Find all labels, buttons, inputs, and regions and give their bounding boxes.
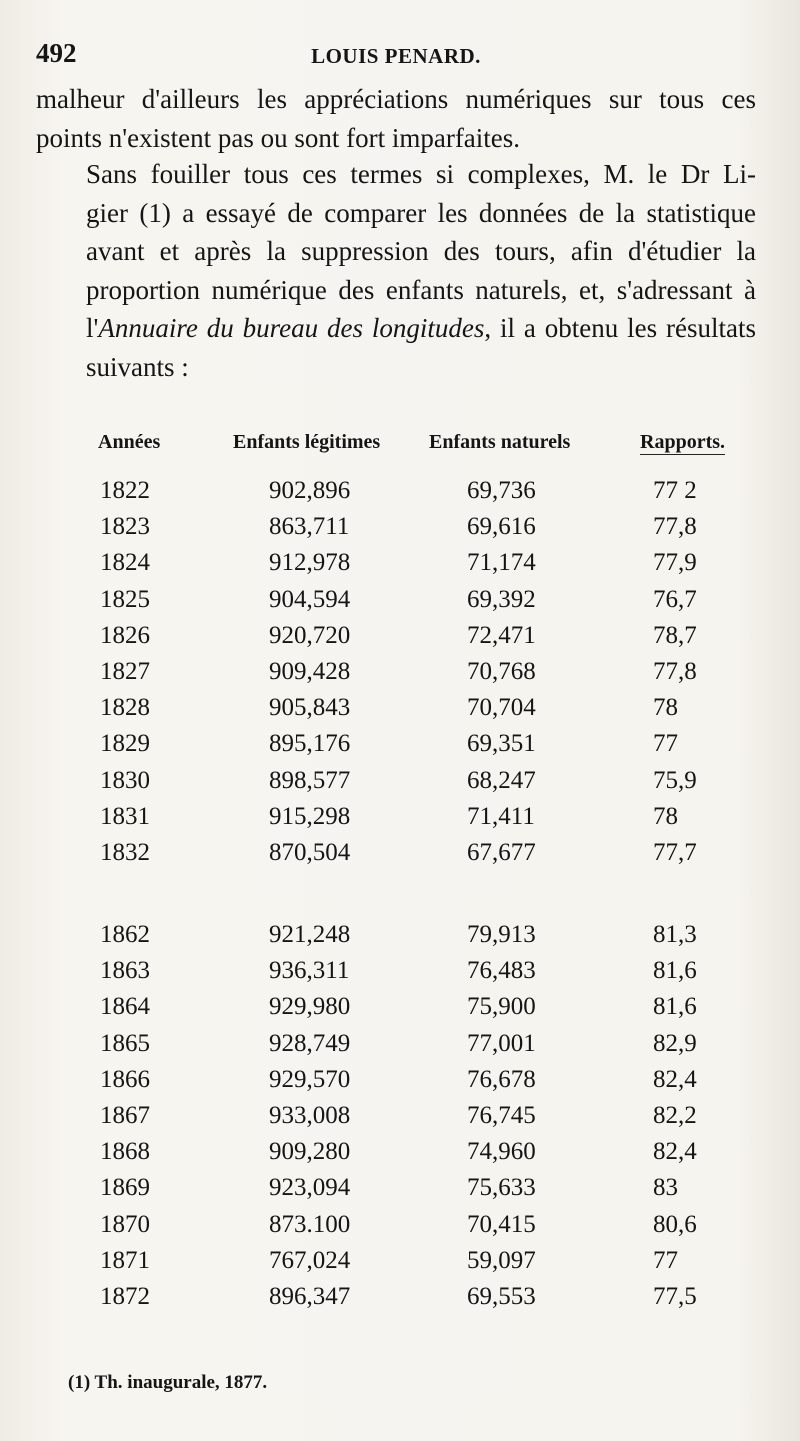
- table-row: [36, 730, 756, 766]
- cell-year: 1826: [100, 621, 150, 649]
- cell-year: 1863: [100, 957, 150, 985]
- header-natural: Enfants naturels: [429, 431, 571, 453]
- cell-legitimate: 928,749: [269, 1029, 351, 1057]
- table-row: [36, 658, 756, 694]
- cell-natural: 71,174: [467, 549, 536, 577]
- cell-legitimate: 929,980: [269, 993, 351, 1021]
- cell-year: 1871: [100, 1246, 150, 1274]
- cell-legitimate: 915,298: [269, 802, 351, 830]
- cell-ratio: 78: [653, 802, 678, 830]
- cell-ratio: 77: [653, 730, 678, 758]
- cell-ratio: 83: [653, 1174, 678, 1202]
- cell-legitimate: 873.100: [269, 1210, 351, 1238]
- text-line: gier (1) a essayé de comparer les données de la statistique: [86, 197, 756, 228]
- cell-natural: 70,768: [467, 657, 536, 685]
- table-row: [36, 549, 756, 585]
- page-number: 492: [36, 38, 77, 68]
- cell-legitimate: 895,176: [269, 730, 351, 758]
- table-row: [36, 1030, 756, 1066]
- cell-natural: 69,736: [467, 477, 536, 504]
- cell-ratio: 78: [653, 694, 678, 722]
- cell-natural: 71,411: [467, 802, 535, 830]
- cell-year: 1867: [100, 1102, 150, 1129]
- cell-ratio: 82,2: [653, 1102, 697, 1129]
- table-group-gap: [36, 875, 756, 921]
- table-row: [36, 586, 756, 622]
- table-row: [36, 1174, 756, 1210]
- cell-natural: 69,351: [467, 730, 536, 758]
- header-legitimate: Enfants légitimes: [233, 431, 381, 453]
- cell-natural: 72,471: [467, 621, 536, 649]
- cell-ratio: 77: [653, 1246, 678, 1274]
- cell-ratio: 77,5: [653, 1282, 697, 1310]
- text-line: suivants :: [86, 351, 189, 382]
- table-row: [36, 957, 756, 993]
- cell-legitimate: 896,347: [269, 1282, 351, 1310]
- paragraph-2: [36, 155, 756, 386]
- cell-ratio: 78,7: [653, 621, 697, 649]
- table-row: [36, 993, 756, 1029]
- table-row: [36, 1247, 756, 1283]
- cell-legitimate: 936,311: [269, 957, 350, 985]
- cell-ratio: 77,9: [653, 549, 697, 577]
- cell-year: 1870: [100, 1210, 150, 1238]
- cell-legitimate: 904,594: [269, 585, 351, 613]
- cell-year: 1827: [100, 657, 150, 685]
- cell-legitimate: 905,843: [269, 694, 351, 722]
- text-line-with-title: l'Annuaire du bureau des longitudes, il a obtenu les résultats: [86, 313, 756, 343]
- cell-year: 1825: [100, 585, 150, 613]
- cell-legitimate: 898,577: [269, 766, 351, 794]
- cell-year: 1864: [100, 993, 150, 1021]
- cell-year: 1822: [100, 477, 150, 504]
- cell-natural: 74,960: [467, 1138, 536, 1166]
- cell-legitimate: 902,896: [269, 477, 351, 504]
- cell-ratio: 80,6: [653, 1210, 697, 1238]
- cell-ratio: 76,7: [653, 585, 697, 613]
- cell-ratio: 77,8: [653, 513, 697, 541]
- table-header: [36, 425, 756, 465]
- cell-year: 1866: [100, 1065, 150, 1093]
- cell-legitimate: 921,248: [269, 921, 351, 949]
- cell-year: 1868: [100, 1138, 150, 1166]
- cell-legitimate: 920,720: [269, 621, 351, 649]
- cell-natural: 68,247: [467, 766, 536, 794]
- cell-ratio: 77,7: [653, 838, 697, 866]
- text-line: malheur d'ailleurs les appréciations numériques sur tous ces: [36, 84, 756, 114]
- table-body: [36, 477, 756, 1319]
- cell-legitimate: 923,094: [269, 1174, 351, 1202]
- cell-year: 1828: [100, 694, 150, 722]
- cell-ratio: 81,3: [653, 921, 697, 949]
- paragraph-1: [36, 80, 756, 157]
- cell-legitimate: 909,428: [269, 657, 351, 685]
- table-row: [36, 1211, 756, 1247]
- cell-year: 1823: [100, 513, 150, 541]
- cell-year: 1872: [100, 1282, 150, 1310]
- cell-ratio: 77 2: [653, 477, 697, 504]
- cell-legitimate: 870,504: [269, 838, 351, 866]
- cell-natural: 69,553: [467, 1282, 536, 1310]
- table-row: [36, 921, 756, 957]
- cell-legitimate: 933,008: [269, 1102, 351, 1129]
- cell-year: 1832: [100, 838, 150, 866]
- cell-natural: 67,677: [467, 838, 536, 866]
- text-line: Sans fouiller tous ces termes si complexes, M. le Dr Li-: [86, 159, 756, 189]
- cell-ratio: 77,8: [653, 657, 697, 685]
- cell-natural: 79,913: [467, 921, 536, 949]
- cell-legitimate: 912,978: [269, 549, 351, 577]
- running-head: LOUIS PENARD.: [311, 44, 481, 68]
- table-row: [36, 1283, 756, 1319]
- cell-year: 1831: [100, 802, 150, 830]
- cell-year: 1862: [100, 921, 150, 949]
- table-row: [36, 839, 756, 875]
- cell-legitimate: 929,570: [269, 1065, 351, 1093]
- publication-title: Annuaire du bureau des longitudes: [98, 313, 485, 343]
- cell-natural: 75,633: [467, 1174, 536, 1202]
- cell-legitimate: 909,280: [269, 1138, 351, 1166]
- cell-ratio: 82,4: [653, 1065, 697, 1093]
- cell-ratio: 81,6: [653, 957, 697, 985]
- cell-natural: 76,678: [467, 1065, 536, 1093]
- cell-legitimate: 863,711: [269, 513, 350, 541]
- cell-natural: 70,704: [467, 694, 536, 722]
- cell-natural: 76,745: [467, 1102, 536, 1129]
- cell-natural: 75,900: [467, 993, 536, 1021]
- cell-natural: 76,483: [467, 957, 536, 985]
- cell-year: 1830: [100, 766, 150, 794]
- cell-natural: 70,415: [467, 1210, 536, 1238]
- text-line: points n'existent pas ou sont fort imparfaites.: [36, 122, 521, 153]
- text-line: proportion numérique des enfants naturels, et, s'adressant à: [86, 274, 756, 305]
- text-line: avant et après la suppression des tours, afin d'étudier la: [86, 236, 756, 266]
- table-row: [36, 1066, 756, 1102]
- cell-natural: 69,616: [467, 513, 536, 541]
- cell-ratio: 82,9: [653, 1029, 697, 1057]
- cell-year: 1824: [100, 549, 150, 577]
- cell-ratio: 82,4: [653, 1138, 697, 1166]
- table-row: [36, 694, 756, 730]
- cell-ratio: 81,6: [653, 993, 697, 1021]
- table-row: [36, 803, 756, 839]
- cell-year: 1829: [100, 730, 150, 758]
- header-years: Années: [98, 431, 161, 453]
- table-row: [36, 513, 756, 549]
- cell-natural: 59,097: [467, 1246, 536, 1274]
- cell-year: 1865: [100, 1029, 150, 1057]
- cell-legitimate: 767,024: [269, 1246, 351, 1274]
- page-header: [36, 38, 756, 78]
- cell-natural: 77,001: [467, 1029, 536, 1057]
- cell-year: 1869: [100, 1174, 150, 1202]
- cell-ratio: 75,9: [653, 766, 697, 794]
- table-row: [36, 1138, 756, 1174]
- table-row: [36, 767, 756, 803]
- table-row: [36, 622, 756, 658]
- table-row: [36, 1102, 756, 1138]
- table-row: [36, 477, 756, 513]
- header-ratios: Rapports.: [640, 431, 726, 453]
- footnote: (1) Th. inaugurale, 1877.: [68, 1372, 268, 1393]
- cell-natural: 69,392: [467, 585, 536, 613]
